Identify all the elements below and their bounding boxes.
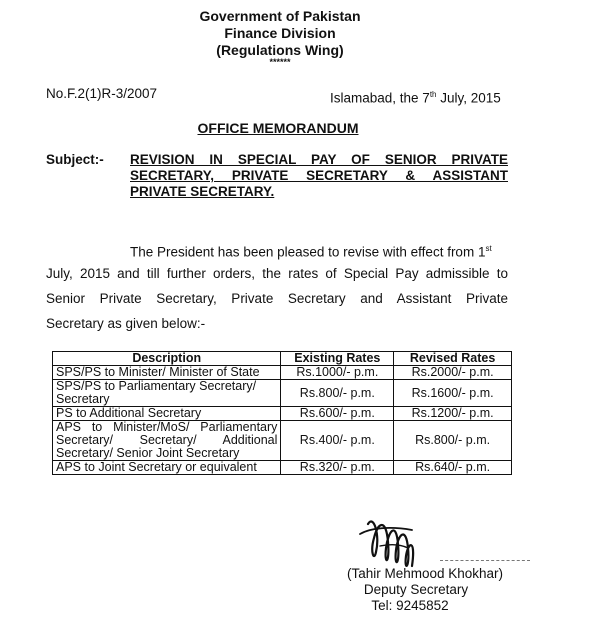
col-description: Description [53, 352, 281, 366]
header-government: Government of Pakistan [199, 8, 361, 24]
subject-label: Subject:- [46, 152, 104, 167]
table-header-row [53, 352, 512, 366]
row-description: SPS/PS to Parliamentary Secretary/ Secretary [53, 380, 281, 407]
signatory-designation: Deputy Secretary [363, 582, 469, 597]
reference-number: No.F.2(1)R-3/2007 [46, 86, 158, 101]
row-existing-rate: Rs.400/- p.m. [281, 421, 394, 461]
body-line-1-text: The President has been pleased to revise with effect from 1 [130, 244, 486, 260]
place-date-sup: th [429, 90, 437, 99]
row-existing-rate: Rs.1000/- p.m. [281, 366, 394, 380]
body-line-1-sup: st [485, 244, 492, 253]
row-existing-rate: Rs.600/- p.m. [281, 407, 394, 421]
body-line-3: Senior Private Secretary, Private Secretary and Assistant Private [46, 291, 508, 306]
table-row [53, 366, 512, 380]
row-description: SPS/PS to Minister/ Minister of State [53, 366, 281, 380]
row-revised-rate: Rs.1200/- p.m. [394, 407, 512, 421]
memo-title: OFFICE MEMORANDUM [197, 120, 359, 136]
table-row [53, 380, 512, 407]
body-line-2: July, 2015 and till further orders, the rates of Special Pay admissible to [46, 266, 508, 281]
row-description: PS to Additional Secretary [53, 407, 281, 421]
subject-line-2: SECRETARY, PRIVATE SECRETARY & ASSISTANT [130, 168, 508, 183]
row-existing-rate: Rs.320/- p.m. [281, 461, 394, 475]
table-row [53, 421, 512, 461]
col-existing-rates: Existing Rates [281, 352, 394, 366]
row-description: APS to Joint Secretary or equivalent [53, 461, 281, 475]
place-date [330, 90, 501, 106]
signatory-telephone: Tel: 9245852 [371, 598, 449, 613]
header-division: Finance Division [224, 25, 336, 41]
table-row [53, 461, 512, 475]
signature-line [440, 560, 530, 561]
row-revised-rate: Rs.1600/- p.m. [394, 380, 512, 407]
row-revised-rate: Rs.800/- p.m. [394, 421, 512, 461]
row-revised-rate: Rs.2000/- p.m. [394, 366, 512, 380]
header-wing: (Regulations Wing) [216, 42, 344, 58]
row-existing-rate: Rs.800/- p.m. [281, 380, 394, 407]
header-stars: ****** [269, 57, 291, 67]
col-revised-rates: Revised Rates [394, 352, 512, 366]
place-date-suffix: July, 2015 [436, 90, 501, 106]
subject-line-3: PRIVATE SECRETARY. [130, 184, 275, 199]
place-date-prefix: Islamabad, the 7 [330, 90, 430, 106]
body-line-4: Secretary as given below:- [46, 316, 206, 331]
row-description: APS to Minister/MoS/ Parliamentary Secretary/ Secretary/ Additional Secretary/ Senior Joint Secretary [53, 421, 281, 461]
table-row [53, 407, 512, 421]
signatory-name: (Tahir Mehmood Khokhar) [346, 566, 504, 581]
special-pay-table [52, 351, 512, 475]
subject-line-1: REVISION IN SPECIAL PAY OF SENIOR PRIVATE [130, 152, 508, 167]
row-revised-rate: Rs.640/- p.m. [394, 461, 512, 475]
